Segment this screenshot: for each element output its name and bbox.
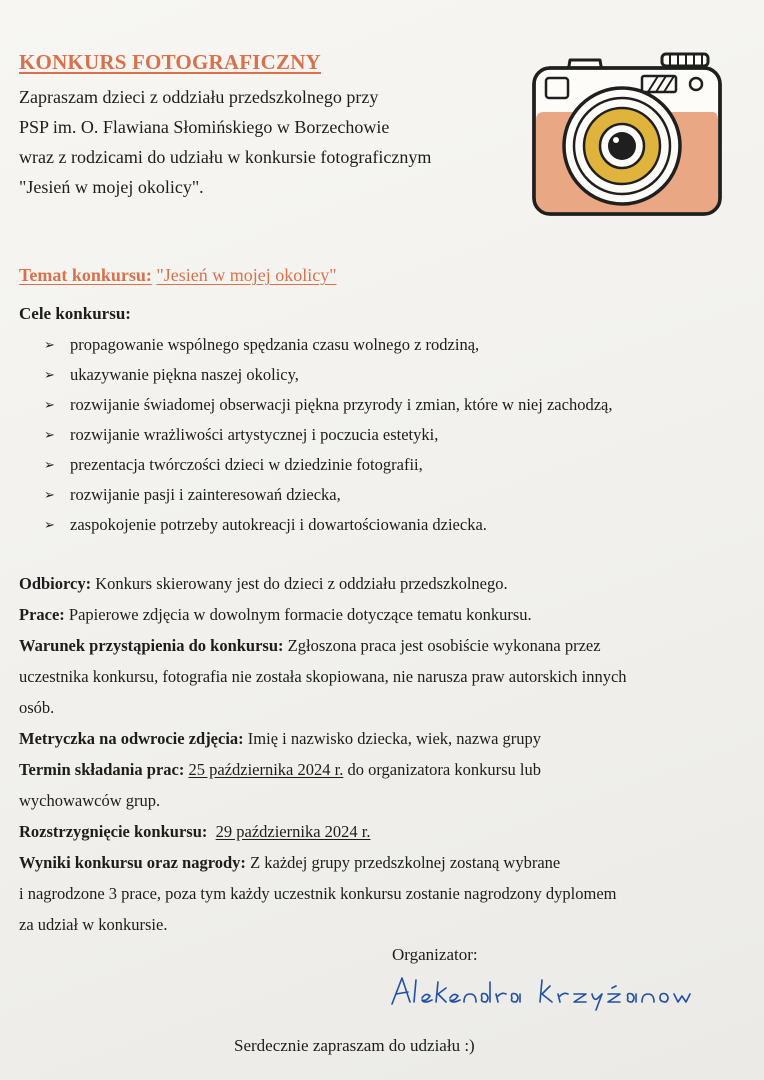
intro-line: "Jesień w mojej okolicy". — [19, 177, 204, 197]
contest-topic — [19, 265, 337, 286]
works-text: Papierowe zdjęcia w dowolnym formacie dotyczące tematu konkursu. — [68, 605, 532, 624]
closing-line: Serdecznie zapraszam do udziału :) — [234, 1036, 475, 1055]
recipients-text: Konkurs skierowany jest do dzieci z oddziału przedszkolnego. — [95, 574, 508, 593]
results-line: i nagrodzone 3 prace, poza tym każdy uczestnik konkursu zostanie nagrodzony dyplomem — [19, 884, 617, 903]
arrowhead-bullet-icon: ➢ — [44, 397, 55, 412]
deadline-date: 25 października 2024 r. — [188, 760, 344, 779]
signature — [390, 972, 700, 1012]
goal-text: ukazywanie piękna naszej okolicy, — [70, 365, 299, 384]
goals-heading: Cele konkursu: — [19, 304, 131, 323]
goal-text: prezentacja twórczości dzieci w dziedzinie fotografii, — [70, 455, 423, 474]
list-item — [44, 480, 612, 510]
page-title: KONKURS FOTOGRAFICZNY — [19, 50, 321, 74]
list-item — [44, 420, 612, 450]
resolution-date: 29 października 2024 r. — [215, 822, 371, 841]
list-item — [44, 360, 612, 390]
intro-line: wraz z rodzicami do udziału w konkursie fotograficznym — [19, 147, 432, 167]
topic-value: "Jesień w mojej okolicy" — [156, 265, 337, 285]
goal-text: propagowanie wspólnego spędzania czasu wolnego z rodziną, — [70, 335, 480, 354]
contest-details — [19, 568, 719, 940]
goal-text: rozwijanie świadomej obserwacji piękna przyrody i zmian, które w niej zachodzą, — [70, 395, 613, 414]
list-item — [44, 510, 612, 540]
list-item — [44, 390, 612, 420]
arrowhead-bullet-icon: ➢ — [44, 517, 55, 532]
resolution-line — [19, 816, 719, 847]
deadline-line: wychowawców grup. — [19, 791, 161, 810]
conditions-label: Warunek przystąpienia do konkursu: — [19, 636, 284, 655]
list-item — [44, 450, 612, 480]
topic-label: Temat konkursu: — [19, 265, 152, 285]
intro-line: Zapraszam dzieci z oddziału przedszkolnego przy — [19, 87, 379, 107]
metric-label: Metryczka na odwrocie zdjęcia: — [19, 729, 244, 748]
metric-text: Imię i nazwisko dziecka, wiek, nazwa grupy — [247, 729, 542, 748]
results-text: Z każdej grupy przedszkolnej zostaną wybrane — [250, 853, 561, 872]
arrowhead-bullet-icon: ➢ — [44, 487, 55, 502]
deadline-line — [19, 754, 719, 785]
conditions-line: uczestnika konkursu, fotografia nie została skopiowana, nie narusza praw autorskich innych — [19, 667, 627, 686]
organizer-label: Organizator: — [392, 945, 478, 964]
arrowhead-bullet-icon: ➢ — [44, 337, 55, 352]
intro-line: PSP im. O. Flawiana Słomińskiego w Borzechowie — [19, 117, 390, 137]
deadline-text: do organizatora konkursu lub — [347, 760, 541, 779]
conditions-line — [19, 630, 719, 661]
list-item — [44, 330, 612, 360]
works-line — [19, 599, 719, 630]
results-label: Wyniki konkursu oraz nagrody: — [19, 853, 246, 872]
deadline-label: Termin składania prac: — [19, 760, 185, 779]
goals-list — [44, 330, 612, 540]
recipients-label: Odbiorcy: — [19, 574, 92, 593]
arrowhead-bullet-icon: ➢ — [44, 367, 55, 382]
goal-text: zaspokojenie potrzeby autokreacji i dowartościowania dziecka. — [70, 515, 487, 534]
camera-icon — [530, 50, 725, 220]
metric-line — [19, 723, 719, 754]
results-line — [19, 847, 719, 878]
works-label: Prace: — [19, 605, 65, 624]
goal-text: rozwijanie pasji i zainteresowań dziecka, — [70, 485, 341, 504]
recipients-line — [19, 568, 719, 599]
conditions-line: osób. — [19, 698, 55, 717]
intro-paragraph — [19, 82, 519, 202]
resolution-label: Rozstrzygnięcie konkursu: — [19, 822, 208, 841]
arrowhead-bullet-icon: ➢ — [44, 427, 55, 442]
arrowhead-bullet-icon: ➢ — [44, 457, 55, 472]
conditions-text: Zgłoszona praca jest osobiście wykonana przez — [287, 636, 601, 655]
results-line: za udział w konkursie. — [19, 915, 168, 934]
goal-text: rozwijanie wrażliwości artystycznej i poczucia estetyki, — [70, 425, 439, 444]
